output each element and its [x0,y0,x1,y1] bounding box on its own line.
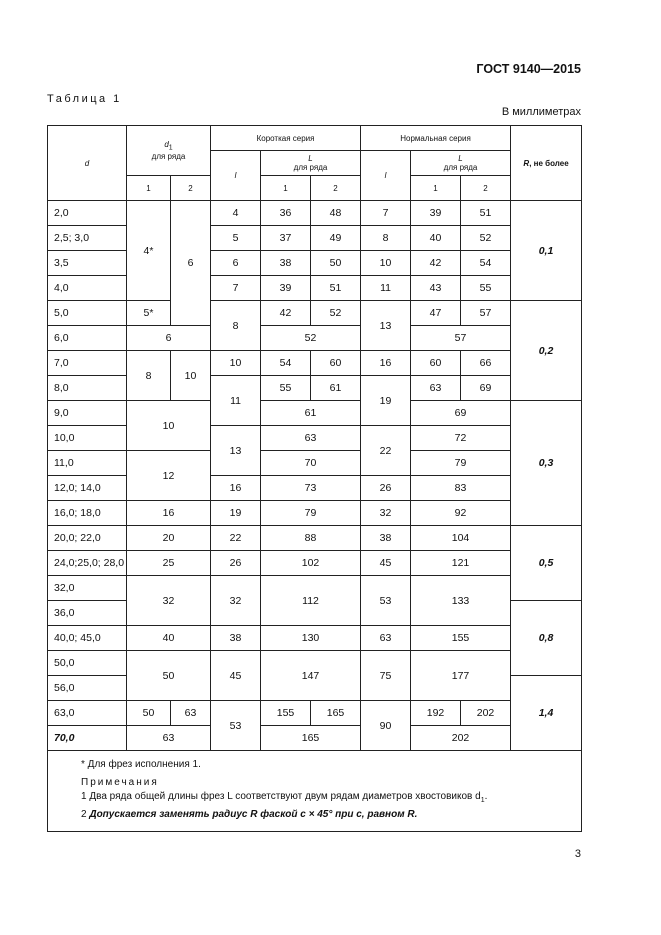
cell-normal-L: 92 [411,501,511,526]
cell-normal-l: 7 [361,201,411,226]
cell-short-l: 16 [211,476,261,501]
cell-d1: 10 [171,351,211,401]
cell-short-L: 70 [261,451,361,476]
cell-normal-L: 69 [461,376,511,401]
header-normal-L: L для ряда [411,151,511,176]
cell-normal-l: 19 [361,376,411,426]
document-code: ГОСТ 9140—2015 [476,62,581,76]
cell-short-l: 22 [211,526,261,551]
cell-short-L: 102 [261,551,361,576]
header-d1-row1: 1 [127,176,171,201]
cell-normal-l: 45 [361,551,411,576]
cell-normal-l: 16 [361,351,411,376]
cell-d: 50,0 [48,651,127,676]
cell-d1: 10 [127,401,211,451]
cell-normal-l: 90 [361,701,411,751]
cell-short-l: 11 [211,376,261,426]
cell-short-l: 8 [211,301,261,351]
cell-d1: 20 [127,526,211,551]
cell-normal-L: 52 [461,226,511,251]
cell-normal-L: 55 [461,276,511,301]
cell-d1: 25 [127,551,211,576]
cell-short-L: 61 [311,376,361,401]
header-normal-L-row2: 2 [461,176,511,201]
cell-short-L: 48 [311,201,361,226]
cell-short-L: 130 [261,626,361,651]
cell-d: 10,0 [48,426,127,451]
cell-short-L: 165 [261,726,361,751]
cell-d1: 63 [171,701,211,726]
cell-d: 70,0 [48,726,127,751]
cell-short-L: 49 [311,226,361,251]
cell-short-l: 19 [211,501,261,526]
cell-normal-L: 60 [411,351,461,376]
cell-R: 0,8 [511,601,582,676]
cell-normal-L: 69 [411,401,511,426]
cell-normal-L: 40 [411,226,461,251]
cell-R: 1,4 [511,676,582,751]
cell-short-L: 39 [261,276,311,301]
cell-d1: 50 [127,651,211,701]
cell-normal-l: 63 [361,626,411,651]
cell-normal-l: 11 [361,276,411,301]
header-short-L-row2: 2 [311,176,361,201]
cell-normal-L: 57 [411,326,511,351]
cell-normal-L: 155 [411,626,511,651]
cell-normal-L: 47 [411,301,461,326]
cell-d: 24,0;25,0; 28,0 [48,551,127,576]
notes-title: Примечания [81,777,159,788]
cell-short-l: 26 [211,551,261,576]
header-short-series: Короткая серия [211,126,361,151]
cell-short-l: 6 [211,251,261,276]
cell-short-l: 13 [211,426,261,476]
cell-short-L: 63 [261,426,361,451]
cell-d: 2,0 [48,201,127,226]
cell-normal-L: 51 [461,201,511,226]
header-normal-l: l [361,151,411,201]
cell-short-L: 52 [311,301,361,326]
cell-d: 12,0; 14,0 [48,476,127,501]
cell-short-L: 52 [261,326,361,351]
cell-normal-L: 121 [411,551,511,576]
cell-d: 2,5; 3,0 [48,226,127,251]
cell-normal-l: 32 [361,501,411,526]
cell-d: 40,0; 45,0 [48,626,127,651]
cell-short-L: 147 [261,651,361,701]
cell-short-L: 37 [261,226,311,251]
cell-normal-L: 63 [411,376,461,401]
note-1: 1 Два ряда общей длины фрез L соответствуют двум рядам диаметров хвостовиков $d_1$. [81,791,488,804]
cell-d: 11,0 [48,451,127,476]
cell-normal-L: 72 [411,426,511,451]
cell-d1: 5* [127,301,171,326]
cell-normal-L: 42 [411,251,461,276]
cell-d1: 12 [127,451,211,501]
cell-short-l: 7 [211,276,261,301]
cell-short-L: 61 [261,401,361,426]
cell-d: 32,0 [48,576,127,601]
cell-normal-L: 66 [461,351,511,376]
cell-short-L: 60 [311,351,361,376]
cell-normal-L: 79 [411,451,511,476]
cell-short-L: 73 [261,476,361,501]
cell-d1: 4* [127,201,171,301]
cell-d1: 40 [127,626,211,651]
cell-short-L: 88 [261,526,361,551]
cell-normal-L: 57 [461,301,511,326]
header-d: d [48,126,127,201]
cell-normal-l: 22 [361,426,411,476]
header-d1-row2: 2 [171,176,211,201]
page-number: 3 [574,848,581,860]
note-2: 2 Допускается заменять радиус R фаской c × 45° при c, равном R. [81,809,418,820]
cell-short-L: 50 [311,251,361,276]
notes-cell [48,751,582,832]
cell-short-l: 4 [211,201,261,226]
cell-short-L: 36 [261,201,311,226]
cell-normal-l: 26 [361,476,411,501]
cell-normal-l: 10 [361,251,411,276]
cell-normal-l: 75 [361,651,411,701]
cell-d1: 6 [127,326,211,351]
header-d1: $d_1$ для ряда [127,126,211,176]
cell-d1: 50 [127,701,171,726]
cell-d: 7,0 [48,351,127,376]
cell-short-l: 38 [211,626,261,651]
cell-d: 5,0 [48,301,127,326]
header-R: R, не более [511,126,582,201]
cell-R: 0,1 [511,201,582,301]
cell-short-L: 79 [261,501,361,526]
cell-d: 4,0 [48,276,127,301]
dimensions-table [47,125,582,832]
cell-normal-L: 202 [461,701,511,726]
cell-short-l: 32 [211,576,261,626]
cell-normal-L: 39 [411,201,461,226]
footnote: * Для фрез исполнения 1. [81,759,201,770]
cell-R: 0,3 [511,401,582,526]
cell-normal-L: 83 [411,476,511,501]
cell-normal-l: 38 [361,526,411,551]
cell-R: 0,2 [511,301,582,401]
header-short-L-row1: 1 [261,176,311,201]
table-title: Таблица 1 [47,93,122,105]
cell-short-l: 45 [211,651,261,701]
cell-normal-l: 53 [361,576,411,626]
header-normal-L-row1: 1 [411,176,461,201]
cell-short-l: 10 [211,351,261,376]
cell-normal-L: 177 [411,651,511,701]
cell-normal-L: 43 [411,276,461,301]
cell-d1: 6 [171,201,211,326]
cell-d1: 63 [127,726,211,751]
cell-d: 56,0 [48,676,127,701]
cell-normal-l: 8 [361,226,411,251]
cell-short-L: 42 [261,301,311,326]
cell-d1: 32 [127,576,211,626]
cell-R: 0,5 [511,526,582,601]
cell-short-l: 5 [211,226,261,251]
cell-d: 63,0 [48,701,127,726]
cell-normal-L: 192 [411,701,461,726]
cell-short-L: 155 [261,701,311,726]
cell-d: 8,0 [48,376,127,401]
cell-short-L: 112 [261,576,361,626]
cell-normal-L: 133 [411,576,511,626]
cell-short-L: 38 [261,251,311,276]
cell-short-l: 53 [211,701,261,751]
header-short-L: L для ряда [261,151,361,176]
cell-d: 36,0 [48,601,127,626]
cell-normal-L: 202 [411,726,511,751]
header-normal-series: Нормальная серия [361,126,511,151]
cell-d1: 16 [127,501,211,526]
cell-d: 20,0; 22,0 [48,526,127,551]
header-short-l: l [211,151,261,201]
cell-normal-l: 13 [361,301,411,351]
cell-d: 3,5 [48,251,127,276]
cell-d: 6,0 [48,326,127,351]
cell-normal-L: 54 [461,251,511,276]
units-label: В миллиметрах [501,106,581,118]
cell-d: 16,0; 18,0 [48,501,127,526]
cell-d1: 8 [127,351,171,401]
cell-short-L: 55 [261,376,311,401]
cell-d: 9,0 [48,401,127,426]
cell-normal-L: 104 [411,526,511,551]
cell-short-L: 54 [261,351,311,376]
cell-short-L: 165 [311,701,361,726]
cell-short-L: 51 [311,276,361,301]
